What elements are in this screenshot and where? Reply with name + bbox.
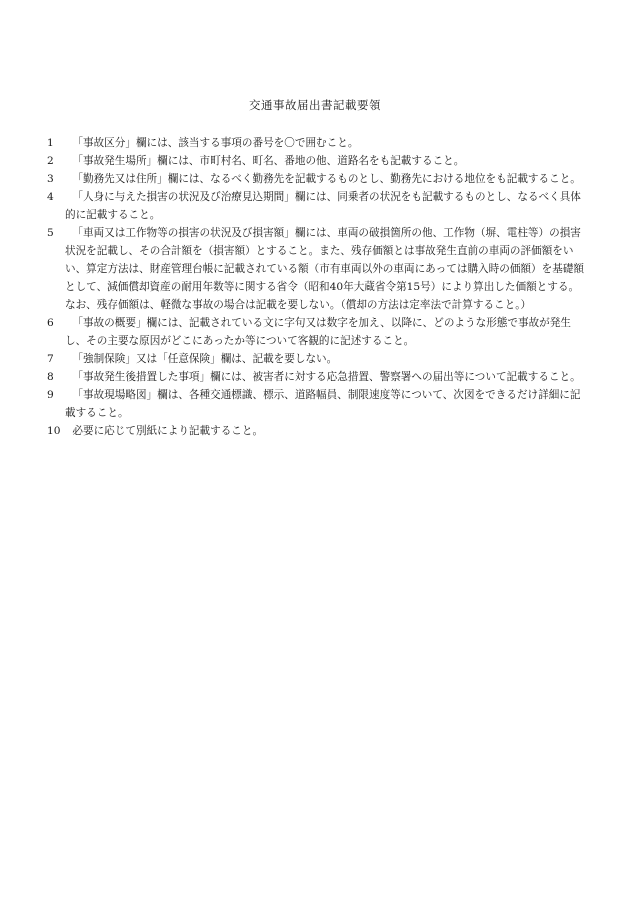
item-text: 「事故区分」欄には、該当する事項の番号を〇で囲むこと。: [72, 137, 359, 149]
instruction-item: [47, 152, 587, 170]
item-text: 「強制保険」又は「任意保険」欄は、記載を要しない。: [72, 353, 338, 365]
item-text: 「事故発生場所」欄には、市町村名、町名、番地の他、道路名をも記載すること。: [72, 155, 465, 167]
instruction-item: [47, 314, 587, 350]
item-number: 8: [47, 371, 54, 383]
instruction-item: [47, 386, 587, 422]
item-number: 6: [47, 317, 54, 329]
instruction-list: [47, 134, 587, 440]
item-text: 「事故現場略図」欄は、各種交通標識、標示、道路幅員、制限速度等について、次図をできるだけ詳細に記載すること。: [65, 389, 581, 419]
item-number: 2: [47, 155, 54, 167]
item-text: 「勤務先又は住所」欄には、なるべく勤務先を記載するものとし、勤務先における地位をも記載すること。: [72, 173, 581, 185]
item-number: 9: [47, 389, 54, 401]
instruction-item: [47, 188, 587, 224]
item-number: 10: [47, 425, 61, 437]
item-number: 5: [47, 227, 54, 239]
instruction-item: [47, 368, 587, 386]
item-number: 4: [47, 191, 54, 203]
item-number: 7: [47, 353, 54, 365]
instruction-item: [47, 422, 587, 440]
item-text: 「車両又は工作物等の損害の状況及び損害額」欄には、車両の破損箇所の他、工作物（塀、電柱等）の損害状況を記載し、その合計額を（損害額）とすること。また、残存価額とは事故発生直前の車両の評価額をいい、算定方法は、財産管理台帳に記載されている額（市有車両以外の車両にあっては購入時の価額）を基礎額として、減価償却資産の耐用年数等に関する省令（昭和40年大蔵省令第15号）により算出した価額とする。なお、残存価額は、軽微な事故の場合は記載を要しない。（償却の方法は定率法で計算すること。）: [65, 227, 584, 311]
instruction-item: [47, 170, 587, 188]
instruction-item: [47, 350, 587, 368]
instruction-item: [47, 224, 587, 314]
item-text: 「人身に与えた損害の状況及び治療見込期間」欄には、同乗者の状況をも記載するものとし、なるべく具体的に記載すること。: [65, 191, 581, 221]
item-text: 「事故発生後措置した事項」欄には、被害者に対する応急措置、警察署への届出等について記載すること。: [72, 371, 581, 383]
item-text: 「事故の概要」欄には、記載されている文に字句又は数字を加え、以降に、どのような形態で事故が発生し、その主要な原因がどこにあったか等について客観的に記述すること。: [65, 317, 571, 347]
item-text: 必要に応じて別紙により記載すること。: [72, 425, 264, 437]
item-number: 1: [47, 137, 54, 149]
item-number: 3: [47, 173, 54, 185]
instruction-item: [47, 134, 587, 152]
document-title: 交通事故届出書記載要領: [249, 98, 381, 112]
